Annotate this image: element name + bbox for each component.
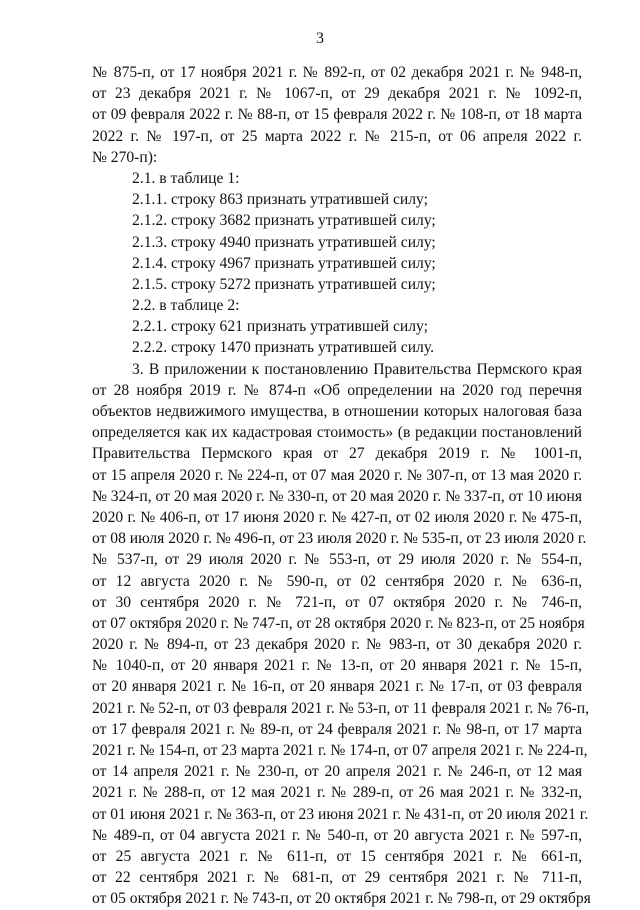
text-line: 2021 г. № 154-п, от 23 марта 2021 г. № 174-п, от 07 апреля 2021 г. № 224-п,: [92, 742, 588, 759]
text-line: № 324-п, от 20 мая 2020 г. № 330-п, от 20 мая 2020 г. № 337-п, от 10 июня: [92, 487, 582, 505]
text-line: от 23 декабря 2021 г. № 1067-п, от 29 декабря 2021 г. № 1092-п,: [92, 85, 582, 103]
text-line: от 14 апреля 2021 г. № 230-п, от 20 апреля 2021 г. № 246-п, от 12 мая: [92, 763, 582, 781]
text-line: объектов недвижимого имущества, в отношении которых налоговая база: [92, 403, 582, 420]
text-line: от 09 февраля 2022 г. № 88-п, от 15 февраля 2022 г. № 108-п, от 18 марта: [92, 106, 582, 124]
text-line: 2.1.1. строку 863 признать утратившей силу;: [132, 191, 428, 209]
text-line: от 12 августа 2020 г. № 590-п, от 02 сентября 2020 г. № 636-п,: [92, 572, 582, 590]
text-line: 2020 г. № 406-п, от 17 июня 2020 г. № 427-п, от 02 июля 2020 г. № 475-п,: [92, 508, 582, 526]
page-number: 3: [316, 30, 324, 47]
text-line: от 07 октября 2020 г. № 747-п, от 28 октября 2020 г. № 823-п, от 25 ноября: [92, 614, 585, 632]
text-line: 2.2.2. строку 1470 признать утратившей силу.: [132, 339, 434, 357]
text-line: определяется как их кадастровая стоимость» (в редакции постановлений: [92, 424, 582, 442]
text-line: от 25 августа 2021 г. № 611-п, от 15 сентября 2021 г. № 661-п,: [92, 847, 582, 865]
text-line: № 537-п, от 29 июля 2020 г. № 553-п, от 29 июля 2020 г. № 554-п,: [92, 551, 582, 569]
text-line: 2.1.5. строку 5272 признать утратившей силу;: [132, 275, 436, 293]
text-line: 3. В приложении к постановлению Правительства Пермского края: [132, 360, 582, 378]
text-line: от 08 июля 2020 г. № 496-п, от 23 июля 2020 г. № 535-п, от 23 июля 2020 г.: [92, 530, 587, 548]
text-line: 2.1.2. строку 3682 признать утратившей силу;: [132, 212, 436, 230]
document-text-body: [92, 62, 591, 910]
text-line: 2.1. в таблице 1:: [132, 169, 240, 187]
text-line: от 22 сентября 2021 г. № 681-п, от 29 сентября 2021 г. № 711-п,: [92, 869, 582, 887]
text-line: № 489-п, от 04 августа 2021 г. № 540-п, от 20 августа 2021 г. № 597-п,: [92, 826, 582, 844]
text-line: 2021 г. № 52-п, от 03 февраля 2021 г. № 53-п, от 11 февраля 2021 г. № 76-п,: [92, 699, 589, 717]
text-line: 2.1.3. строку 4940 признать утратившей силу;: [132, 233, 436, 251]
text-line: 2020 г. № 894-п, от 23 декабря 2020 г. № 983-п, от 30 декабря 2020 г.: [92, 636, 582, 654]
text-line: от 30 сентября 2020 г. № 721-п, от 07 октября 2020 г. № 746-п,: [92, 593, 582, 611]
text-line: от 01 июня 2021 г. № 363-п, от 23 июня 2021 г. № 431-п, от 20 июля 2021 г.: [92, 805, 589, 823]
text-line: от 17 февраля 2021 г. № 89-п, от 24 февраля 2021 г. № 98-п, от 17 марта: [92, 720, 582, 738]
text-line: 2.2.1. строку 621 признать утратившей силу;: [132, 318, 428, 336]
text-line: от 15 апреля 2020 г. № 224-п, от 07 мая 2020 г. № 307-п, от 13 мая 2020 г.: [92, 466, 582, 484]
text-line: № 270-п):: [92, 148, 158, 166]
text-line: от 05 октября 2021 г. № 743-п, от 20 октября 2021 г. № 798-п, от 29 октября: [92, 890, 591, 908]
text-line: от 20 января 2021 г. № 16-п, от 20 января 2021 г. № 17-п, от 03 февраля: [92, 678, 582, 696]
text-line: от 28 ноября 2019 г. № 874-п «Об определении на 2020 год перечня: [92, 381, 582, 399]
text-line: 2021 г. № 288-п, от 12 мая 2021 г. № 289-п, от 26 мая 2021 г. № 332-п,: [92, 784, 582, 802]
text-line: № 1040-п, от 20 января 2021 г. № 13-п, от 20 января 2021 г. № 15-п,: [92, 657, 582, 675]
text-line: 2.2. в таблице 2:: [132, 297, 240, 315]
text-line: № 875-п, от 17 ноября 2021 г. № 892-п, от 02 декабря 2021 г. № 948-п,: [92, 64, 582, 81]
text-line: 2022 г. № 197-п, от 25 марта 2022 г. № 215-п, от 06 апреля 2022 г.: [92, 127, 582, 145]
text-line: Правительства Пермского края от 27 декабря 2019 г. № 1001-п,: [92, 445, 582, 463]
text-line: 2.1.4. строку 4967 признать утратившей силу;: [132, 254, 436, 272]
